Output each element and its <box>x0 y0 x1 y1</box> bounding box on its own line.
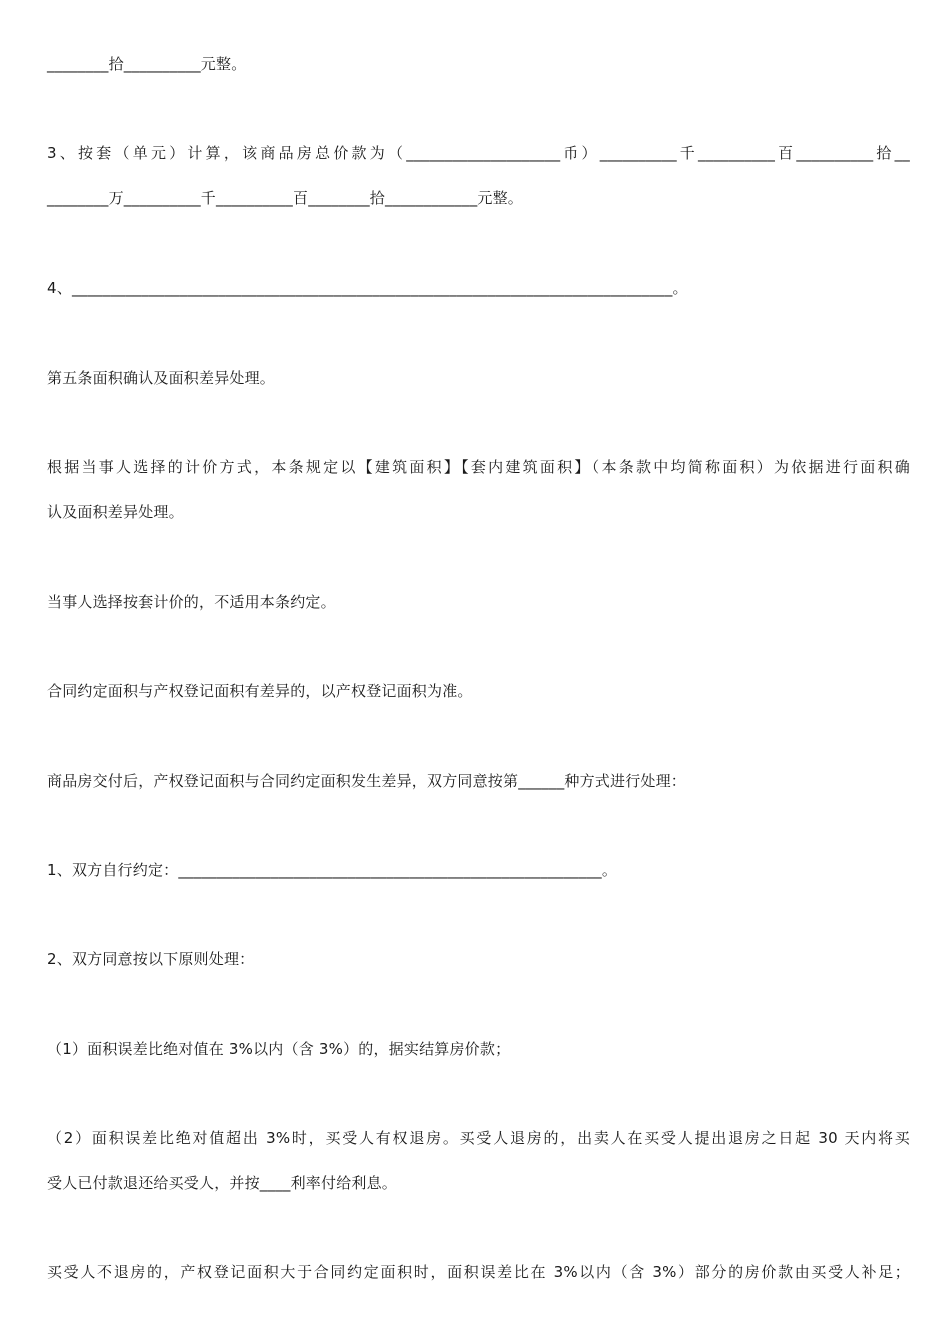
text-line-pricing-basis: 根据当事人选择的计价方式，本条规定以【建筑面积】【套内建筑面积】（本条款中均简称面积）为依据进行面积确 <box>47 458 910 476</box>
text-line-rule-2: （2）面积误差比绝对值超出 3%时，买受人有权退房。买受人退房的，出卖人在买受人提出退房之日起 30 天内将买 <box>47 1129 910 1147</box>
text-line-per-unit-exception: 当事人选择按套计价的，不适用本条约定。 <box>47 593 336 611</box>
text-line-option-1: 1、双方自行约定：_______________________________________________________。 <box>47 861 618 879</box>
text-line-difference-handling: 商品房交付后，产权登记面积与合同约定面积发生差异，双方同意按第______种方式进行处理： <box>47 772 687 790</box>
text-line-pricing-basis-continued: 认及面积差异处理。 <box>47 503 184 521</box>
section-heading-article-5: 第五条面积确认及面积差异处理。 <box>47 369 276 387</box>
text-line-no-refund-case: 买受人不退房的，产权登记面积大于合同约定面积时，面积误差比在 3%以内（含 3%）部分的房价款由买受人补足； <box>47 1263 910 1281</box>
text-line-clause-3-continued: ________万__________千__________百________拾____________元整。 <box>47 189 524 207</box>
text-line-clause-3: 3、按套（单元）计算，该商品房总价款为（____________________币）__________千__________百__________拾__ <box>47 144 910 162</box>
text-line-rule-1: （1）面积误差比绝对值在 3%以内（含 3%）的，据实结算房价款； <box>47 1040 511 1058</box>
text-line-clause-4: 4、______________________________________________________________________________。 <box>47 279 688 297</box>
text-line-registered-area-rule: 合同约定面积与产权登记面积有差异的，以产权登记面积为准。 <box>47 682 473 700</box>
text-line-amount-continued: ________拾__________元整。 <box>47 55 247 73</box>
text-line-rule-2-continued: 受人已付款退还给买受人，并按____利率付给利息。 <box>47 1174 398 1192</box>
text-line-option-2: 2、双方同意按以下原则处理： <box>47 950 255 968</box>
